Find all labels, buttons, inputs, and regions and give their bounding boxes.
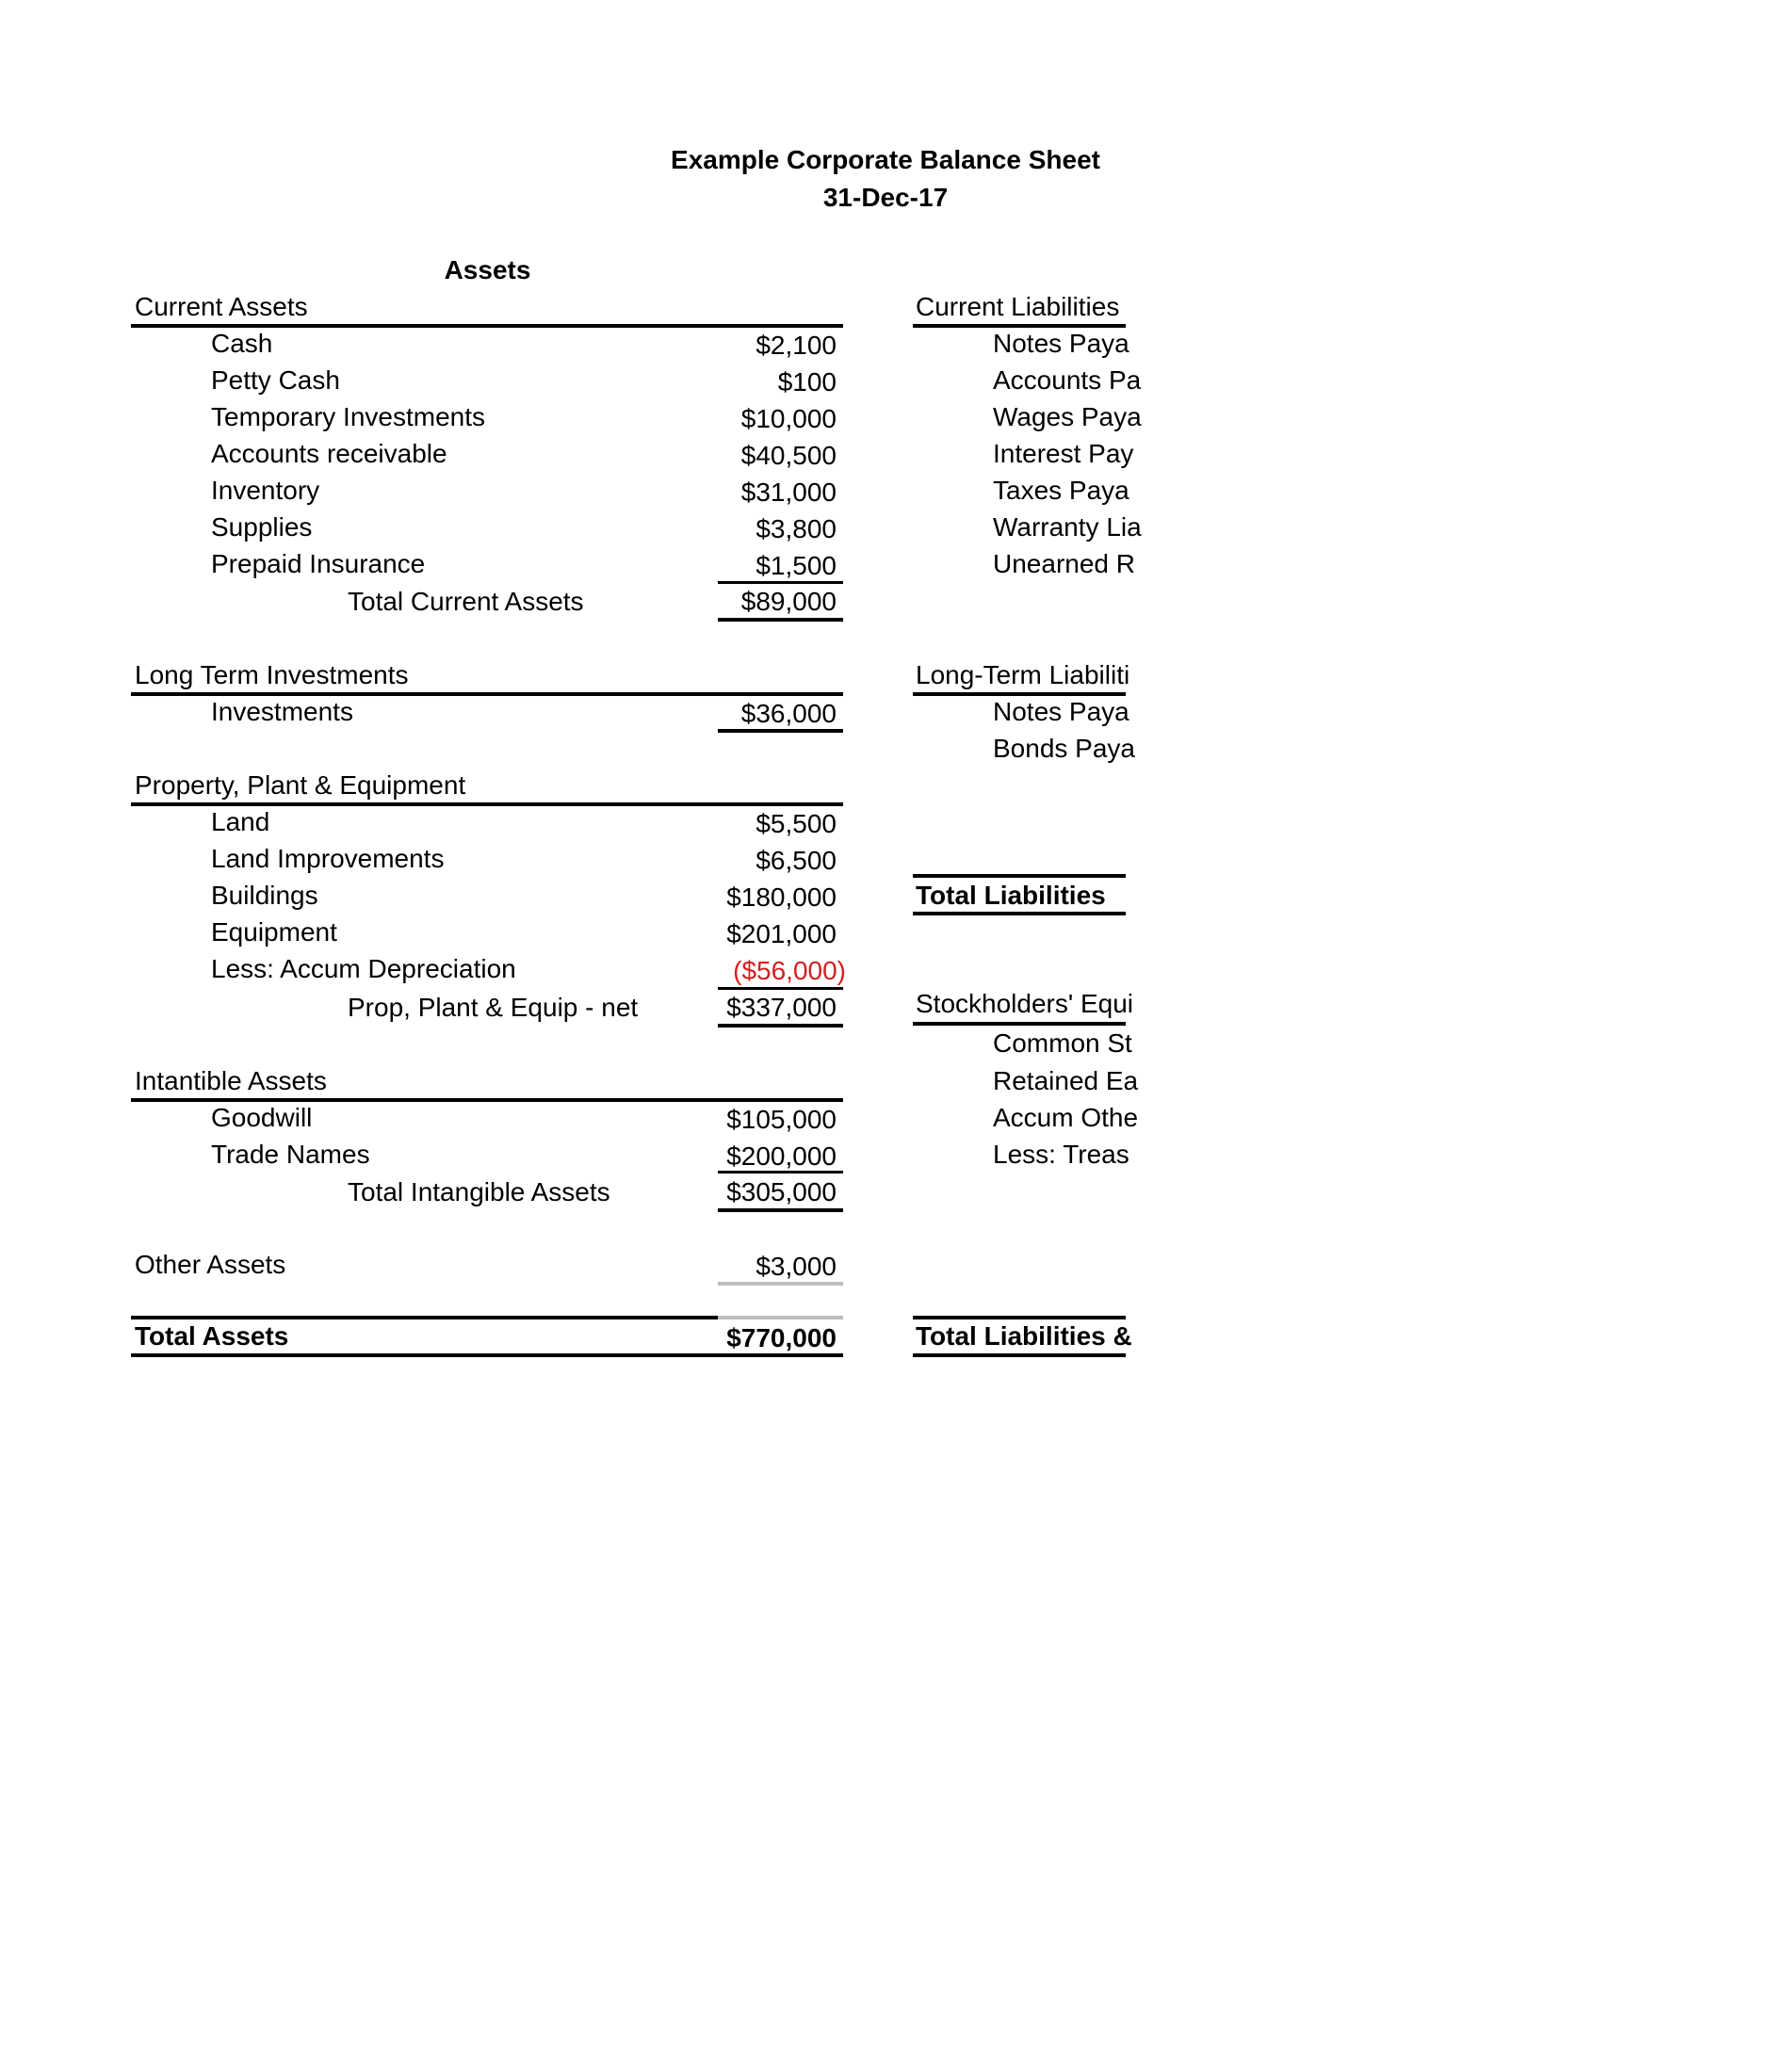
asset-item-value: $40,500 bbox=[740, 441, 837, 470]
total-assets-value: $770,000 bbox=[726, 1323, 837, 1352]
report-title: Example Corporate Balance Sheet bbox=[671, 145, 1100, 174]
equity-item-name: Less: Treas bbox=[993, 1140, 1129, 1169]
liability-item-name: Accounts Pa bbox=[993, 365, 1142, 395]
asset-item-name: Land bbox=[211, 807, 270, 836]
total-current-assets-value: $89,000 bbox=[740, 587, 837, 616]
total-assets-label: Total Assets bbox=[135, 1321, 289, 1351]
asset-item-name: Goodwill bbox=[211, 1103, 313, 1132]
asset-item-value: $100 bbox=[777, 367, 837, 397]
liability-item-name: Wages Paya bbox=[993, 402, 1142, 431]
asset-item-name: Supplies bbox=[211, 512, 313, 542]
intangible-assets-label: Intantible Assets bbox=[135, 1066, 327, 1095]
asset-item-value: $3,800 bbox=[756, 514, 837, 543]
asset-item-name: Petty Cash bbox=[211, 365, 340, 395]
total-intangible-assets-value: $305,000 bbox=[726, 1177, 837, 1206]
asset-item-value: $31,000 bbox=[740, 478, 837, 507]
grand-total-bottom-rule bbox=[913, 1353, 1126, 1357]
other-assets-label: Other Assets bbox=[135, 1250, 286, 1279]
total-rule bbox=[718, 1024, 843, 1028]
asset-item-name: Buildings bbox=[211, 881, 318, 910]
assets-heading: Assets bbox=[444, 255, 531, 284]
asset-item-name: Temporary Investments bbox=[211, 402, 485, 431]
asset-item-value: $5,500 bbox=[756, 809, 837, 838]
liability-item-name: Notes Paya bbox=[993, 697, 1129, 726]
equity-item-name: Accum Othe bbox=[993, 1103, 1139, 1132]
long-term-liabilities-label: Long-Term Liabiliti bbox=[916, 660, 1130, 689]
subtotal-rule-light bbox=[718, 1282, 843, 1286]
other-assets-value: $3,000 bbox=[756, 1252, 837, 1281]
liability-item-name: Warranty Lia bbox=[993, 512, 1142, 542]
grand-total-top-rule bbox=[913, 1316, 1126, 1319]
asset-item-value: $36,000 bbox=[740, 699, 837, 728]
asset-item-name: Land Improvements bbox=[211, 844, 445, 873]
accum-depreciation-value: ($56,000) bbox=[733, 956, 846, 985]
asset-item-name: Trade Names bbox=[211, 1140, 370, 1169]
total-intangible-assets-label: Total Intangible Assets bbox=[348, 1177, 610, 1206]
asset-item-name: Less: Accum Depreciation bbox=[211, 954, 516, 983]
total-liabilities-bottom-rule bbox=[913, 912, 1126, 915]
liability-item-name: Unearned R bbox=[993, 549, 1135, 578]
liability-item-name: Notes Paya bbox=[993, 329, 1129, 358]
section-rule bbox=[913, 1022, 1126, 1026]
asset-item-name: Investments bbox=[211, 697, 353, 726]
current-assets-label: Current Assets bbox=[135, 292, 308, 321]
asset-item-value: $180,000 bbox=[726, 882, 837, 912]
grand-total-bottom-rule bbox=[131, 1353, 843, 1357]
liability-item-name: Interest Pay bbox=[993, 439, 1134, 468]
liability-item-name: Bonds Paya bbox=[993, 734, 1135, 763]
long-term-investments-label: Long Term Investments bbox=[135, 660, 409, 689]
current-liabilities-label: Current Liabilities bbox=[916, 292, 1120, 321]
subtotal-rule bbox=[718, 987, 843, 990]
asset-item-value: $2,100 bbox=[756, 331, 837, 360]
total-current-assets-label: Total Current Assets bbox=[348, 587, 584, 616]
grand-total-top-rule-light bbox=[718, 1316, 843, 1319]
asset-item-name: Cash bbox=[211, 329, 273, 358]
asset-item-name: Equipment bbox=[211, 917, 337, 947]
stockholders-equity-label: Stockholders' Equi bbox=[916, 989, 1134, 1018]
total-liabilities-equity-label: Total Liabilities & bbox=[916, 1321, 1132, 1351]
asset-item-value: $6,500 bbox=[756, 846, 837, 875]
total-rule bbox=[718, 729, 843, 733]
equity-item-name: Common St bbox=[993, 1028, 1132, 1058]
ppe-net-label: Prop, Plant & Equip - net bbox=[348, 993, 639, 1022]
grand-total-top-rule bbox=[131, 1316, 718, 1319]
ppe-label: Property, Plant & Equipment bbox=[135, 770, 466, 800]
asset-item-value: $201,000 bbox=[726, 919, 837, 948]
total-rule bbox=[718, 1208, 843, 1212]
asset-item-value: $200,000 bbox=[726, 1141, 837, 1171]
subtotal-rule bbox=[718, 1171, 843, 1174]
asset-item-value: $105,000 bbox=[726, 1105, 837, 1134]
asset-item-name: Inventory bbox=[211, 476, 320, 505]
ppe-net-value: $337,000 bbox=[726, 993, 837, 1022]
asset-item-name: Prepaid Insurance bbox=[211, 549, 426, 578]
total-liabilities-label: Total Liabilities bbox=[916, 881, 1106, 910]
asset-item-value: $1,500 bbox=[756, 551, 837, 580]
subtotal-rule bbox=[718, 581, 843, 584]
liability-item-name: Taxes Paya bbox=[993, 476, 1129, 505]
report-date: 31-Dec-17 bbox=[822, 183, 949, 212]
total-rule bbox=[718, 618, 843, 622]
asset-item-value: $10,000 bbox=[740, 404, 837, 433]
asset-item-name: Accounts receivable bbox=[211, 439, 447, 468]
equity-item-name: Retained Ea bbox=[993, 1066, 1139, 1095]
total-liabilities-top-rule bbox=[913, 874, 1126, 878]
